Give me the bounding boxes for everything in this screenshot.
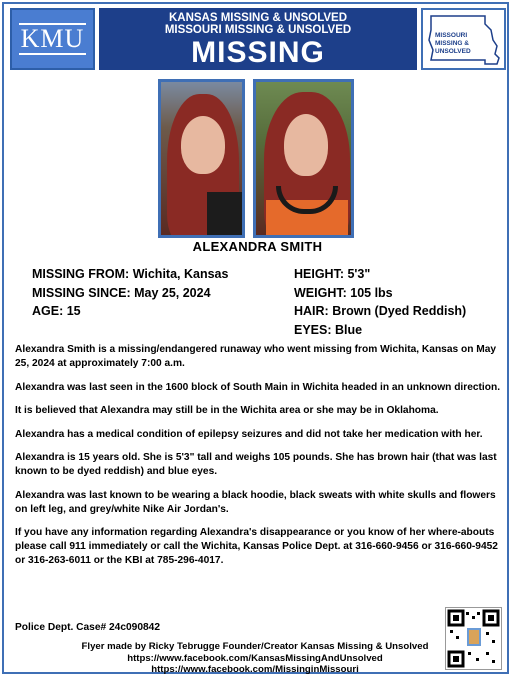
header [7, 8, 508, 71]
credits [60, 641, 450, 676]
credits-link-missouri[interactable]: https://www.facebook.com/MissinginMissouri [151, 664, 359, 675]
missing-since: MISSING SINCE: May 25, 2024 [32, 285, 211, 300]
paragraph: Alexandra was last seen in the 1600 block of South Main in Wichita headed in an unknown direction. [15, 381, 501, 393]
missing-title: MISSING [191, 36, 325, 69]
case-number: Police Dept. Case# 24c090842 [15, 622, 160, 633]
kmu-logo-text: KMU [20, 24, 85, 53]
missouri-logo-text: MISSOURI MISSING & UNSOLVED [435, 32, 471, 55]
person-name: ALEXANDRA SMITH [192, 239, 323, 254]
photo-left [158, 79, 245, 238]
hair: HAIR: Brown (Dyed Reddish) [294, 304, 467, 318]
age: AGE: 15 [32, 304, 81, 318]
height: HEIGHT: 5'3" [294, 267, 371, 281]
missouri-logo [421, 8, 506, 70]
facts-right [294, 265, 466, 339]
description-body [15, 343, 505, 578]
qr-code[interactable] [445, 607, 502, 670]
paragraph: Alexandra has a medical condition of epilepsy seizures and did not take her medication with her. [15, 428, 483, 440]
credits-author: Flyer made by Ricky Tebrugge Founder/Creator Kansas Missing & Unsolved [81, 641, 429, 652]
title-banner [99, 8, 417, 70]
banner-line-missouri: MISSOURI MISSING & UNSOLVED [164, 24, 352, 36]
paragraph: Alexandra was last known to be wearing a black hoodie, black sweats with white skulls and flowers on left leg, and grey/white Nike Air Jordan's. [15, 489, 496, 515]
qr-code-icon [446, 608, 501, 669]
weight: WEIGHT: 105 lbs [294, 285, 393, 300]
credits-link-kansas[interactable]: https://www.facebook.com/KansasMissingAndUnsolved [127, 652, 383, 664]
photo-right [253, 79, 354, 238]
facts-left [32, 265, 228, 321]
paragraph: If you have any information regarding Alexandra's disappearance or you know of her where-abouts please call 911 immediately or call the Wichita, Kansas Police Dept. at 316-660-9456 or 316-660-9452 or 316-263-6011 or the KBI at 785-296-4017. [15, 527, 498, 566]
missing-from: MISSING FROM: Wichita, Kansas [32, 267, 229, 281]
kmu-logo [10, 8, 95, 70]
banner-line-kansas: KANSAS MISSING & UNSOLVED [168, 12, 348, 24]
paragraph: It is believed that Alexandra may still be in the Wichita area or she may be in Oklahoma. [15, 405, 439, 416]
paragraph: Alexandra Smith is a missing/endangered runaway who went missing from Wichita, Kansas on May 25, 2024 at approximately 7:00 a.m. [15, 344, 497, 369]
paragraph: Alexandra is 15 years old. She is 5'3" tall and weighs 105 pounds. She has brown hair (that was last known to be dyed reddish) and blue eyes. [15, 452, 497, 477]
eyes: EYES: Blue [294, 322, 363, 337]
